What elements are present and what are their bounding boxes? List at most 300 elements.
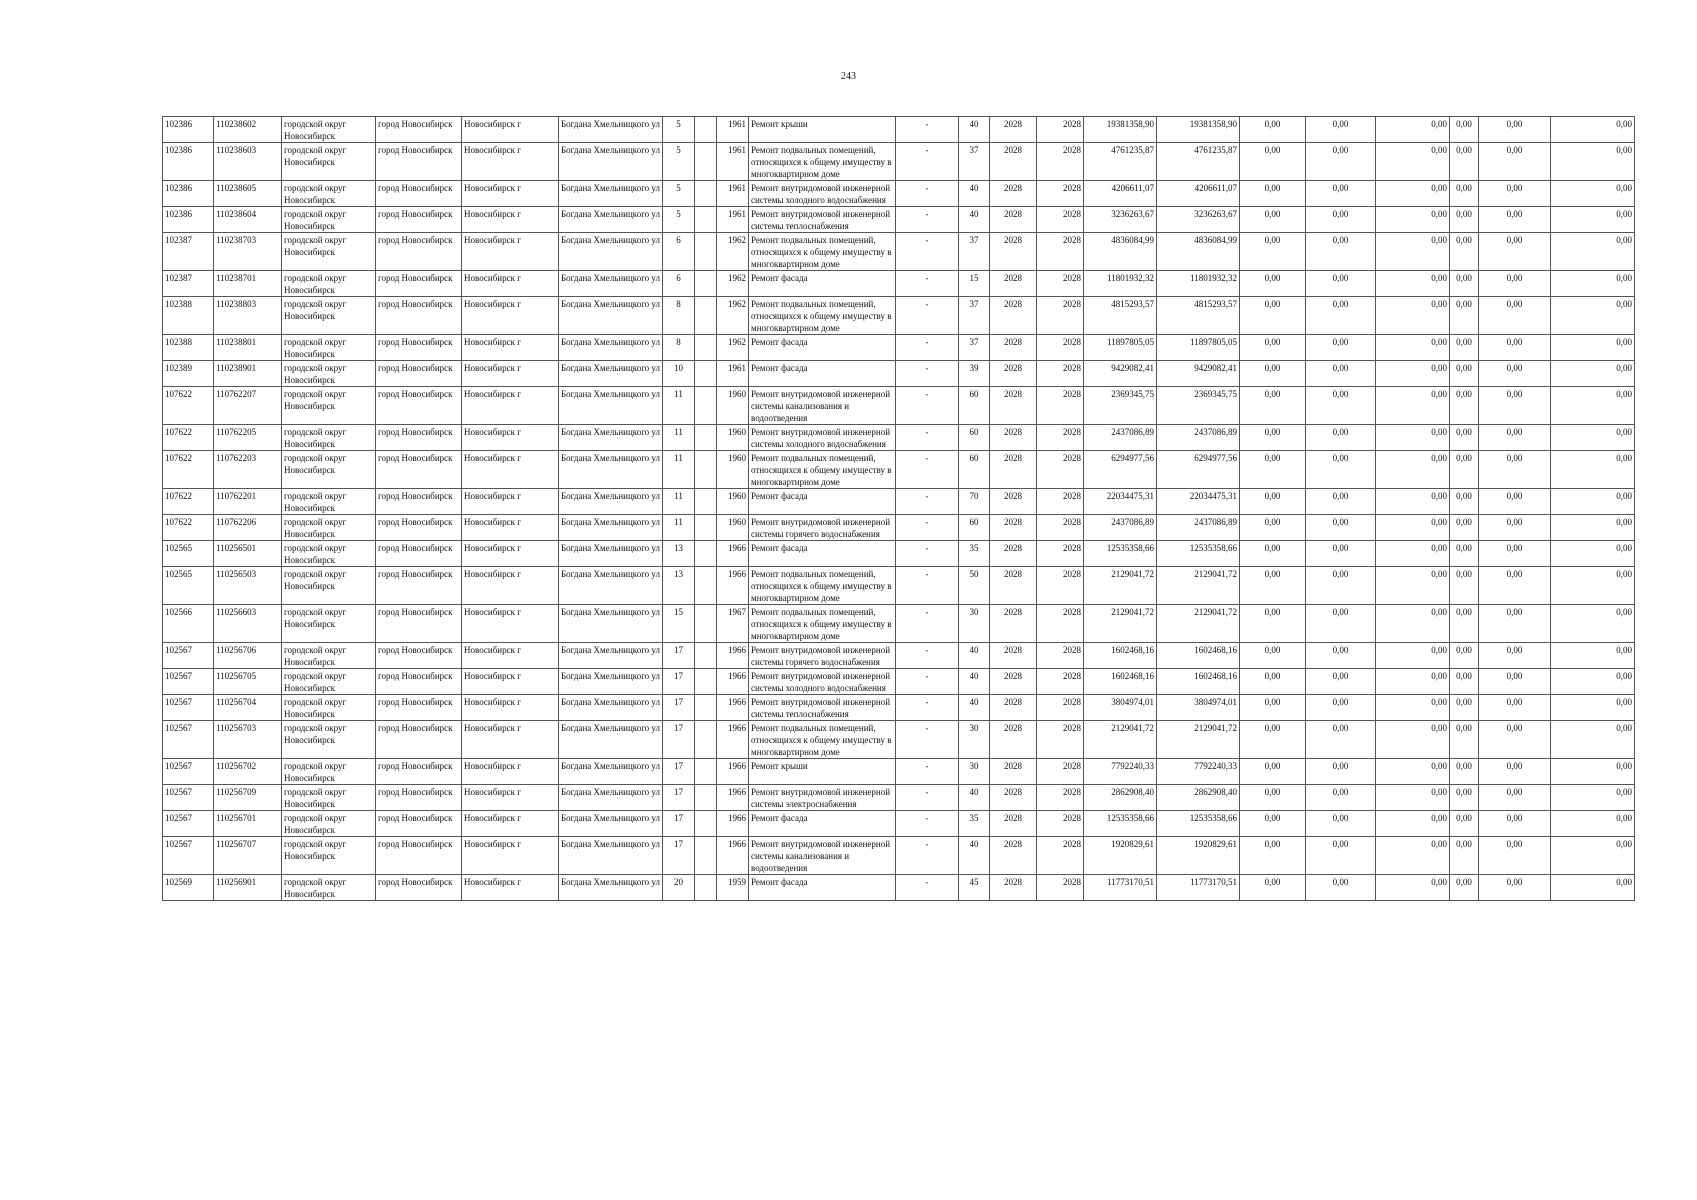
cell-work-type: Ремонт внутридомовой инженерной системы горячего водоснабжения <box>749 515 896 541</box>
cell-plan-end-year: 2028 <box>1037 361 1084 387</box>
cell-fund-cost: 2437086,89 <box>1157 515 1240 541</box>
cell-wear-percent: 30 <box>959 721 990 759</box>
cell-owners-funds: 0,00 <box>1479 335 1551 361</box>
cell-house-id: 107622 <box>163 515 214 541</box>
cell-extra: - <box>896 875 959 901</box>
cell-budget-federal: 0,00 <box>1240 669 1306 695</box>
table-body <box>163 117 1635 901</box>
cell-settlement: город Новосибирск <box>376 811 462 837</box>
cell-year-built: 1966 <box>717 695 749 721</box>
cell-work-type: Ремонт фасада <box>749 335 896 361</box>
cell-plan-end-year: 2028 <box>1037 271 1084 297</box>
cell-budget-regional: 0,00 <box>1306 117 1376 143</box>
cell-budget-federal: 0,00 <box>1240 605 1306 643</box>
cell-building <box>695 297 717 335</box>
cell-budget-regional: 0,00 <box>1306 837 1376 875</box>
cell-year-built: 1967 <box>717 605 749 643</box>
cell-extra: - <box>896 361 959 387</box>
cell-extra: - <box>896 837 959 875</box>
cell-municipality: городской округ Новосибирск <box>282 541 376 567</box>
cell-settlement: город Новосибирск <box>376 207 462 233</box>
cell-total-cost: 4761235,87 <box>1084 143 1157 181</box>
cell-total-cost: 3804974,01 <box>1084 695 1157 721</box>
cell-owners-funds: 0,00 <box>1479 233 1551 271</box>
cell-house-id: 102387 <box>163 233 214 271</box>
cell-plan-start-year: 2028 <box>990 721 1037 759</box>
cell-reserve-funds: 0,00 <box>1551 515 1635 541</box>
cell-owners-funds: 0,00 <box>1479 297 1551 335</box>
table-row <box>163 143 1635 181</box>
cell-year-built: 1966 <box>717 669 749 695</box>
cell-wear-percent: 37 <box>959 143 990 181</box>
cell-building <box>695 721 717 759</box>
cell-locality: Новосибирск г <box>462 425 559 451</box>
cell-house-id: 102386 <box>163 181 214 207</box>
cell-plan-start-year: 2028 <box>990 515 1037 541</box>
cell-other-funds: 0,00 <box>1450 489 1479 515</box>
cell-wear-percent: 60 <box>959 451 990 489</box>
cell-work-type: Ремонт подвальных помещений, относящихся к общему имуществу в многоквартирном доме <box>749 297 896 335</box>
cell-work-type: Ремонт внутридомовой инженерной системы теплоснабжения <box>749 695 896 721</box>
cell-house-number: 17 <box>663 837 695 875</box>
cell-building <box>695 451 717 489</box>
cell-fund-cost: 1602468,16 <box>1157 669 1240 695</box>
cell-wear-percent: 60 <box>959 425 990 451</box>
cell-house-id: 107622 <box>163 489 214 515</box>
cell-street: Богдана Хмельницкого ул <box>559 117 663 143</box>
cell-total-cost: 4815293,57 <box>1084 297 1157 335</box>
cell-other-funds: 0,00 <box>1450 515 1479 541</box>
cell-total-cost: 1920829,61 <box>1084 837 1157 875</box>
cell-total-cost: 6294977,56 <box>1084 451 1157 489</box>
table-row <box>163 489 1635 515</box>
cell-work-type: Ремонт фасада <box>749 875 896 901</box>
cell-other-funds: 0,00 <box>1450 387 1479 425</box>
cell-extra: - <box>896 335 959 361</box>
cell-budget-local: 0,00 <box>1376 207 1450 233</box>
table-row <box>163 605 1635 643</box>
cell-work-id: 110238604 <box>214 207 282 233</box>
cell-house-number: 8 <box>663 297 695 335</box>
cell-building <box>695 361 717 387</box>
table-row <box>163 695 1635 721</box>
cell-street: Богдана Хмельницкого ул <box>559 669 663 695</box>
cell-locality: Новосибирск г <box>462 207 559 233</box>
cell-wear-percent: 60 <box>959 387 990 425</box>
cell-settlement: город Новосибирск <box>376 297 462 335</box>
cell-house-number: 17 <box>663 759 695 785</box>
cell-total-cost: 12535358,66 <box>1084 811 1157 837</box>
cell-budget-regional: 0,00 <box>1306 297 1376 335</box>
cell-wear-percent: 30 <box>959 759 990 785</box>
cell-work-id: 110256503 <box>214 567 282 605</box>
cell-budget-federal: 0,00 <box>1240 451 1306 489</box>
table-row <box>163 721 1635 759</box>
cell-plan-start-year: 2028 <box>990 875 1037 901</box>
cell-fund-cost: 2862908,40 <box>1157 785 1240 811</box>
cell-extra: - <box>896 387 959 425</box>
cell-extra: - <box>896 785 959 811</box>
cell-house-id: 107622 <box>163 451 214 489</box>
cell-street: Богдана Хмельницкого ул <box>559 387 663 425</box>
cell-building <box>695 541 717 567</box>
cell-fund-cost: 4761235,87 <box>1157 143 1240 181</box>
cell-budget-regional: 0,00 <box>1306 207 1376 233</box>
cell-year-built: 1962 <box>717 233 749 271</box>
cell-wear-percent: 37 <box>959 335 990 361</box>
cell-locality: Новосибирск г <box>462 117 559 143</box>
table-row <box>163 297 1635 335</box>
cell-owners-funds: 0,00 <box>1479 875 1551 901</box>
cell-total-cost: 4206611,07 <box>1084 181 1157 207</box>
cell-year-built: 1962 <box>717 297 749 335</box>
cell-fund-cost: 2129041,72 <box>1157 721 1240 759</box>
cell-plan-end-year: 2028 <box>1037 643 1084 669</box>
cell-extra: - <box>896 489 959 515</box>
cell-settlement: город Новосибирск <box>376 181 462 207</box>
cell-plan-end-year: 2028 <box>1037 387 1084 425</box>
cell-reserve-funds: 0,00 <box>1551 143 1635 181</box>
cell-fund-cost: 19381358,90 <box>1157 117 1240 143</box>
cell-house-number: 5 <box>663 207 695 233</box>
cell-house-id: 102567 <box>163 759 214 785</box>
cell-street: Богдана Хмельницкого ул <box>559 207 663 233</box>
cell-wear-percent: 37 <box>959 297 990 335</box>
cell-other-funds: 0,00 <box>1450 567 1479 605</box>
cell-owners-funds: 0,00 <box>1479 451 1551 489</box>
cell-budget-local: 0,00 <box>1376 233 1450 271</box>
cell-budget-federal: 0,00 <box>1240 489 1306 515</box>
table-row <box>163 451 1635 489</box>
cell-building <box>695 785 717 811</box>
cell-wear-percent: 60 <box>959 515 990 541</box>
cell-budget-federal: 0,00 <box>1240 785 1306 811</box>
cell-house-id: 107622 <box>163 387 214 425</box>
cell-street: Богдана Хмельницкого ул <box>559 785 663 811</box>
cell-year-built: 1960 <box>717 489 749 515</box>
cell-extra: - <box>896 567 959 605</box>
cell-fund-cost: 4815293,57 <box>1157 297 1240 335</box>
cell-work-id: 110762205 <box>214 425 282 451</box>
cell-street: Богдана Хмельницкого ул <box>559 695 663 721</box>
cell-budget-regional: 0,00 <box>1306 875 1376 901</box>
table-row <box>163 207 1635 233</box>
cell-building <box>695 643 717 669</box>
cell-reserve-funds: 0,00 <box>1551 451 1635 489</box>
cell-extra: - <box>896 811 959 837</box>
cell-plan-end-year: 2028 <box>1037 515 1084 541</box>
table-row <box>163 541 1635 567</box>
cell-other-funds: 0,00 <box>1450 695 1479 721</box>
cell-plan-end-year: 2028 <box>1037 451 1084 489</box>
cell-fund-cost: 7792240,33 <box>1157 759 1240 785</box>
cell-reserve-funds: 0,00 <box>1551 233 1635 271</box>
cell-extra: - <box>896 143 959 181</box>
cell-year-built: 1961 <box>717 117 749 143</box>
cell-year-built: 1959 <box>717 875 749 901</box>
table-row <box>163 233 1635 271</box>
cell-settlement: город Новосибирск <box>376 567 462 605</box>
cell-plan-end-year: 2028 <box>1037 489 1084 515</box>
cell-plan-start-year: 2028 <box>990 117 1037 143</box>
cell-building <box>695 759 717 785</box>
cell-plan-end-year: 2028 <box>1037 785 1084 811</box>
cell-municipality: городской округ Новосибирск <box>282 387 376 425</box>
cell-budget-federal: 0,00 <box>1240 181 1306 207</box>
cell-work-type: Ремонт внутридомовой инженерной системы канализования и водоотведения <box>749 387 896 425</box>
cell-plan-end-year: 2028 <box>1037 605 1084 643</box>
cell-settlement: город Новосибирск <box>376 361 462 387</box>
cell-house-number: 11 <box>663 425 695 451</box>
cell-budget-federal: 0,00 <box>1240 335 1306 361</box>
cell-street: Богдана Хмельницкого ул <box>559 143 663 181</box>
cell-municipality: городской округ Новосибирск <box>282 811 376 837</box>
cell-work-id: 110256709 <box>214 785 282 811</box>
cell-owners-funds: 0,00 <box>1479 361 1551 387</box>
cell-extra: - <box>896 233 959 271</box>
cell-municipality: городской округ Новосибирск <box>282 875 376 901</box>
repair-schedule-table <box>162 116 1635 901</box>
cell-owners-funds: 0,00 <box>1479 785 1551 811</box>
cell-plan-start-year: 2028 <box>990 143 1037 181</box>
cell-year-built: 1960 <box>717 425 749 451</box>
cell-owners-funds: 0,00 <box>1479 669 1551 695</box>
cell-work-type: Ремонт внутридомовой инженерной системы теплоснабжения <box>749 207 896 233</box>
cell-extra: - <box>896 515 959 541</box>
cell-owners-funds: 0,00 <box>1479 721 1551 759</box>
cell-year-built: 1966 <box>717 721 749 759</box>
cell-work-type: Ремонт крыши <box>749 759 896 785</box>
cell-wear-percent: 39 <box>959 361 990 387</box>
cell-total-cost: 12535358,66 <box>1084 541 1157 567</box>
cell-other-funds: 0,00 <box>1450 181 1479 207</box>
cell-house-number: 5 <box>663 117 695 143</box>
cell-extra: - <box>896 759 959 785</box>
cell-plan-start-year: 2028 <box>990 695 1037 721</box>
cell-budget-federal: 0,00 <box>1240 643 1306 669</box>
cell-settlement: город Новосибирск <box>376 605 462 643</box>
table-row <box>163 837 1635 875</box>
cell-reserve-funds: 0,00 <box>1551 181 1635 207</box>
cell-municipality: городской округ Новосибирск <box>282 361 376 387</box>
cell-settlement: город Новосибирск <box>376 785 462 811</box>
cell-street: Богдана Хмельницкого ул <box>559 541 663 567</box>
cell-locality: Новосибирск г <box>462 721 559 759</box>
cell-house-id: 102565 <box>163 567 214 605</box>
cell-settlement: город Новосибирск <box>376 425 462 451</box>
cell-other-funds: 0,00 <box>1450 721 1479 759</box>
cell-budget-regional: 0,00 <box>1306 387 1376 425</box>
cell-total-cost: 2129041,72 <box>1084 567 1157 605</box>
cell-budget-local: 0,00 <box>1376 335 1450 361</box>
cell-budget-federal: 0,00 <box>1240 117 1306 143</box>
cell-fund-cost: 22034475,31 <box>1157 489 1240 515</box>
cell-house-number: 17 <box>663 695 695 721</box>
cell-other-funds: 0,00 <box>1450 811 1479 837</box>
cell-fund-cost: 9429082,41 <box>1157 361 1240 387</box>
cell-total-cost: 3236263,67 <box>1084 207 1157 233</box>
cell-plan-start-year: 2028 <box>990 785 1037 811</box>
cell-budget-regional: 0,00 <box>1306 489 1376 515</box>
cell-other-funds: 0,00 <box>1450 271 1479 297</box>
cell-work-id: 110238603 <box>214 143 282 181</box>
cell-settlement: город Новосибирск <box>376 143 462 181</box>
cell-house-id: 107622 <box>163 425 214 451</box>
cell-budget-regional: 0,00 <box>1306 181 1376 207</box>
cell-plan-start-year: 2028 <box>990 297 1037 335</box>
cell-reserve-funds: 0,00 <box>1551 361 1635 387</box>
cell-street: Богдана Хмельницкого ул <box>559 425 663 451</box>
cell-municipality: городской округ Новосибирск <box>282 489 376 515</box>
cell-work-type: Ремонт подвальных помещений, относящихся к общему имуществу в многоквартирном доме <box>749 605 896 643</box>
cell-municipality: городской округ Новосибирск <box>282 837 376 875</box>
cell-budget-local: 0,00 <box>1376 143 1450 181</box>
cell-work-id: 110238703 <box>214 233 282 271</box>
cell-fund-cost: 2369345,75 <box>1157 387 1240 425</box>
cell-house-number: 11 <box>663 451 695 489</box>
cell-work-type: Ремонт внутридомовой инженерной системы холодного водоснабжения <box>749 425 896 451</box>
cell-locality: Новосибирск г <box>462 387 559 425</box>
cell-reserve-funds: 0,00 <box>1551 837 1635 875</box>
cell-plan-start-year: 2028 <box>990 425 1037 451</box>
cell-owners-funds: 0,00 <box>1479 695 1551 721</box>
cell-total-cost: 1602468,16 <box>1084 643 1157 669</box>
cell-work-type: Ремонт подвальных помещений, относящихся к общему имуществу в многоквартирном доме <box>749 451 896 489</box>
cell-wear-percent: 40 <box>959 785 990 811</box>
cell-fund-cost: 3236263,67 <box>1157 207 1240 233</box>
cell-work-type: Ремонт подвальных помещений, относящихся к общему имуществу в многоквартирном доме <box>749 233 896 271</box>
cell-plan-end-year: 2028 <box>1037 181 1084 207</box>
cell-extra: - <box>896 297 959 335</box>
table-row <box>163 425 1635 451</box>
cell-plan-end-year: 2028 <box>1037 695 1084 721</box>
cell-budget-federal: 0,00 <box>1240 271 1306 297</box>
cell-reserve-funds: 0,00 <box>1551 695 1635 721</box>
cell-total-cost: 2129041,72 <box>1084 605 1157 643</box>
cell-plan-end-year: 2028 <box>1037 117 1084 143</box>
cell-owners-funds: 0,00 <box>1479 837 1551 875</box>
cell-municipality: городской округ Новосибирск <box>282 567 376 605</box>
cell-settlement: город Новосибирск <box>376 117 462 143</box>
cell-settlement: город Новосибирск <box>376 335 462 361</box>
cell-work-id: 110256901 <box>214 875 282 901</box>
cell-wear-percent: 40 <box>959 117 990 143</box>
cell-municipality: городской округ Новосибирск <box>282 669 376 695</box>
cell-settlement: город Новосибирск <box>376 875 462 901</box>
cell-other-funds: 0,00 <box>1450 207 1479 233</box>
cell-budget-regional: 0,00 <box>1306 143 1376 181</box>
cell-budget-local: 0,00 <box>1376 785 1450 811</box>
cell-total-cost: 7792240,33 <box>1084 759 1157 785</box>
cell-budget-federal: 0,00 <box>1240 515 1306 541</box>
cell-other-funds: 0,00 <box>1450 759 1479 785</box>
cell-budget-local: 0,00 <box>1376 181 1450 207</box>
cell-work-type: Ремонт фасада <box>749 271 896 297</box>
cell-house-id: 102566 <box>163 605 214 643</box>
cell-plan-start-year: 2028 <box>990 605 1037 643</box>
cell-street: Богдана Хмельницкого ул <box>559 489 663 515</box>
cell-budget-local: 0,00 <box>1376 695 1450 721</box>
cell-plan-start-year: 2028 <box>990 233 1037 271</box>
cell-budget-regional: 0,00 <box>1306 605 1376 643</box>
cell-budget-federal: 0,00 <box>1240 811 1306 837</box>
cell-building <box>695 695 717 721</box>
cell-year-built: 1966 <box>717 785 749 811</box>
cell-other-funds: 0,00 <box>1450 669 1479 695</box>
cell-building <box>695 387 717 425</box>
cell-year-built: 1961 <box>717 143 749 181</box>
cell-building <box>695 117 717 143</box>
cell-reserve-funds: 0,00 <box>1551 721 1635 759</box>
cell-fund-cost: 2437086,89 <box>1157 425 1240 451</box>
cell-settlement: город Новосибирск <box>376 837 462 875</box>
cell-budget-local: 0,00 <box>1376 643 1450 669</box>
cell-budget-local: 0,00 <box>1376 669 1450 695</box>
cell-other-funds: 0,00 <box>1450 335 1479 361</box>
cell-house-number: 17 <box>663 643 695 669</box>
cell-other-funds: 0,00 <box>1450 451 1479 489</box>
cell-plan-start-year: 2028 <box>990 489 1037 515</box>
cell-reserve-funds: 0,00 <box>1551 297 1635 335</box>
cell-plan-end-year: 2028 <box>1037 567 1084 605</box>
cell-wear-percent: 45 <box>959 875 990 901</box>
cell-municipality: городской округ Новосибирск <box>282 643 376 669</box>
cell-locality: Новосибирск г <box>462 271 559 297</box>
table-row <box>163 361 1635 387</box>
cell-total-cost: 11897805,05 <box>1084 335 1157 361</box>
cell-total-cost: 9429082,41 <box>1084 361 1157 387</box>
cell-work-id: 110238701 <box>214 271 282 297</box>
cell-municipality: городской округ Новосибирск <box>282 207 376 233</box>
cell-plan-start-year: 2028 <box>990 335 1037 361</box>
cell-owners-funds: 0,00 <box>1479 143 1551 181</box>
cell-work-type: Ремонт фасада <box>749 361 896 387</box>
cell-house-id: 102388 <box>163 297 214 335</box>
cell-house-number: 11 <box>663 515 695 541</box>
cell-wear-percent: 40 <box>959 643 990 669</box>
cell-work-type: Ремонт подвальных помещений, относящихся к общему имуществу в многоквартирном доме <box>749 567 896 605</box>
cell-reserve-funds: 0,00 <box>1551 875 1635 901</box>
cell-street: Богдана Хмельницкого ул <box>559 271 663 297</box>
cell-settlement: город Новосибирск <box>376 515 462 541</box>
cell-budget-regional: 0,00 <box>1306 669 1376 695</box>
cell-house-number: 13 <box>663 541 695 567</box>
table-row <box>163 785 1635 811</box>
cell-budget-local: 0,00 <box>1376 297 1450 335</box>
cell-wear-percent: 40 <box>959 669 990 695</box>
cell-budget-regional: 0,00 <box>1306 233 1376 271</box>
cell-total-cost: 11773170,51 <box>1084 875 1157 901</box>
cell-house-number: 17 <box>663 721 695 759</box>
cell-budget-local: 0,00 <box>1376 425 1450 451</box>
cell-budget-federal: 0,00 <box>1240 207 1306 233</box>
cell-plan-start-year: 2028 <box>990 541 1037 567</box>
cell-budget-local: 0,00 <box>1376 117 1450 143</box>
cell-work-type: Ремонт фасада <box>749 489 896 515</box>
cell-budget-regional: 0,00 <box>1306 759 1376 785</box>
cell-house-id: 102386 <box>163 143 214 181</box>
cell-work-id: 110256704 <box>214 695 282 721</box>
cell-building <box>695 811 717 837</box>
cell-total-cost: 4836084,99 <box>1084 233 1157 271</box>
cell-house-id: 102567 <box>163 643 214 669</box>
cell-building <box>695 875 717 901</box>
cell-fund-cost: 1602468,16 <box>1157 643 1240 669</box>
cell-year-built: 1960 <box>717 451 749 489</box>
cell-work-type: Ремонт внутридомовой инженерной системы электроснабжения <box>749 785 896 811</box>
cell-budget-local: 0,00 <box>1376 541 1450 567</box>
cell-plan-end-year: 2028 <box>1037 811 1084 837</box>
